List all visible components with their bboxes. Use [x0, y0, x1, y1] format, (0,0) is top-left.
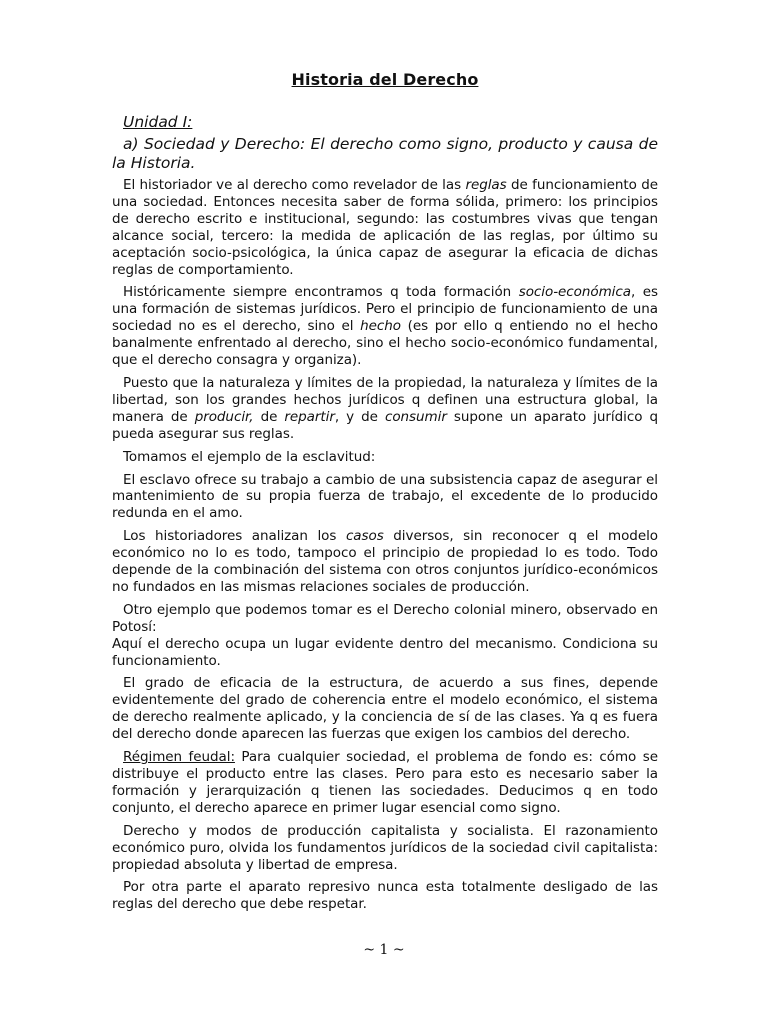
- paragraph-1: El historiador ve al derecho como revelador de las reglas de funcionamiento de una sociedad. Entonces necesita saber de forma sólida, primero: los principios de derecho escrito e institucional, segundo: las costumbres vivas que tengan alcance social, tercero: la medida de aplicación de las reglas, por último su aceptación socio-psicológica, la única capaz de asegurar la eficacia de dichas reglas de comportamiento.: [112, 177, 658, 278]
- paragraph-7-line-2: Aquí el derecho ocupa un lugar evidente dentro del mecanismo. Condiciona su funcionamiento.: [112, 635, 658, 669]
- paragraph-8: El grado de eficacia de la estructura, de acuerdo a sus fines, depende evidentemente del grado de coherencia entre el modelo económico, el sistema de derecho realmente aplicado, y la conciencia de sí de las clases. Ya q es fuera del derecho donde aparecen las fuerzas que exigen los cambios del derecho.: [112, 675, 658, 743]
- paragraph-7-line-1: Otro ejemplo que podemos tomar es el Derecho colonial minero, observado en Potosí:: [112, 601, 658, 635]
- feudal-regime-label: Régimen feudal:: [123, 749, 235, 766]
- unit-heading: Unidad I:: [123, 113, 193, 131]
- document-title: Historia del Derecho: [291, 70, 479, 89]
- paragraph-9: Régimen feudal: Para cualquier sociedad, el problema de fondo es: cómo se distribuye el producto entre las clases. Pero para esto es necesario saber la formación y jerarquización q tienen las sociedades. Deducimos q en todo conjunto, el derecho aparece en primer lugar esencial como signo.: [112, 749, 658, 816]
- paragraph-6: Los historiadores analizan los casos diversos, sin reconocer q el modelo económico no lo es todo, tampoco el principio de propiedad lo es todo. Todo depende de la combinación del sistema con otros conjuntos jurídico-económicos no fundados en las mismas relaciones sociales de producción.: [112, 528, 658, 595]
- paragraph-10: Derecho y modos de producción capitalista y socialista. El razonamiento económico puro, olvida los fundamentos jurídicos de la sociedad civil capitalista: propiedad absoluta y libertad de empresa.: [112, 822, 658, 873]
- paragraph-7: [112, 602, 658, 670]
- paragraph-5: El esclavo ofrece su trabajo a cambio de una subsistencia capaz de asegurar el mantenimiento de su propia fuerza de trabajo, el excedente de lo producido redunda en el amo.: [112, 471, 658, 522]
- paragraph-11: Por otra parte el aparato represivo nunca esta totalmente desligado de las reglas del derecho que debe respetar.: [112, 879, 658, 913]
- section-subtitle: a) Sociedad y Derecho: El derecho como signo, producto y causa de la Historia.: [112, 135, 658, 172]
- paragraph-3: Puesto que la naturaleza y límites de la propiedad, la naturaleza y límites de la libertad, son los grandes hechos jurídicos q definen una estructura global, la manera de producir, de repartir, y de consumir supone un aparato jurídico q pueda asegurar sus reglas.: [112, 374, 658, 442]
- page-number: ~ 1 ~: [363, 942, 405, 958]
- paragraph-2: Históricamente siempre encontramos q toda formación socio-económica, es una formación de sistemas jurídicos. Pero el principio de funcionamiento de una sociedad no es el derecho, sino el hecho (es por ello q entiendo no el hecho banalmente enfrentado al derecho, sino el hecho socio-económico fundamental, que el derecho consagra y organiza).: [112, 284, 658, 369]
- paragraph-4: Tomamos el ejemplo de la esclavitud:: [123, 448, 376, 465]
